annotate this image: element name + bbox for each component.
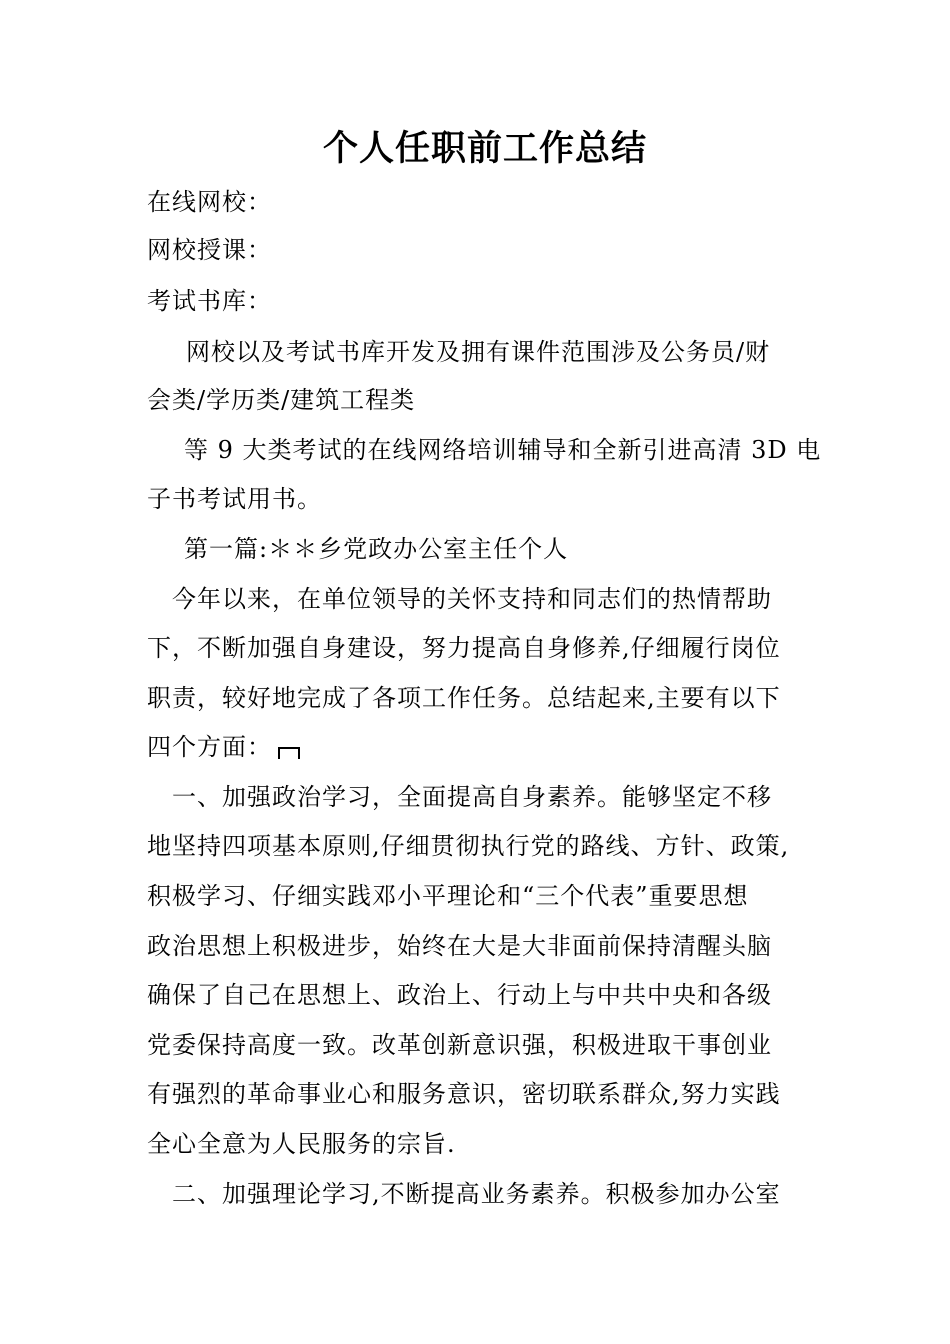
intro-line-1: 网校以及考试书库开发及拥有课件范围涉及公务员/财 (186, 338, 771, 366)
intro-line-4: 子书考试用书。 (147, 485, 322, 513)
para1-line-4 (147, 731, 300, 763)
bracket-mark-icon (278, 747, 300, 759)
para2-line-6: 党委保持高度一致。改革创新意识强，积极进取干事创业 (147, 1031, 772, 1059)
para2-line-4: 政治思想上积极进步，始终在大是大非面前保持清醒头脑 (147, 932, 772, 960)
para1-line-4-text: 四个方面： (147, 733, 272, 761)
para2-line-7: 有强烈的革命事业心和服务意识，密切联系群众,努力实践 (147, 1080, 781, 1108)
section-heading: 第一篇:＊＊乡党政办公室主任个人 (184, 535, 569, 563)
header-line-exam-library: 考试书库： (147, 287, 272, 315)
para2-line-8: 全心全意为人民服务的宗旨. (147, 1130, 456, 1158)
para3-line-1: 二、加强理论学习,不断提高业务素养。积极参加办公室 (172, 1180, 781, 1208)
intro-line-2: 会类/学历类/建筑工程类 (147, 386, 416, 414)
document-title: 个人任职前工作总结 (322, 128, 647, 169)
para2-line-3: 积极学习、仔细实践邓小平理论和“三个代表”重要思想 (147, 882, 749, 910)
para1-line-1: 今年以来，在单位领导的关怀支持和同志们的热情帮助 (172, 585, 772, 613)
intro-line-3: 等 9 大类考试的在线网络培训辅导和全新引进高清 3D 电 (184, 436, 822, 464)
para2-line-1: 一、加强政治学习，全面提高自身素养。能够坚定不移 (172, 783, 772, 811)
para1-line-2: 下，不断加强自身建设，努力提高自身修养,仔细履行岗位 (147, 634, 781, 662)
para1-line-3: 职责，较好地完成了各项工作任务。总结起来,主要有以下 (147, 684, 781, 712)
para2-line-2: 地坚持四项基本原则,仔细贯彻执行党的路线、方针、政策, (147, 832, 790, 860)
header-line-teaching: 网校授课： (147, 236, 272, 264)
para2-line-5: 确保了自己在思想上、政治上、行动上与中共中央和各级 (147, 981, 772, 1009)
header-line-online-school: 在线网校： (147, 188, 272, 216)
